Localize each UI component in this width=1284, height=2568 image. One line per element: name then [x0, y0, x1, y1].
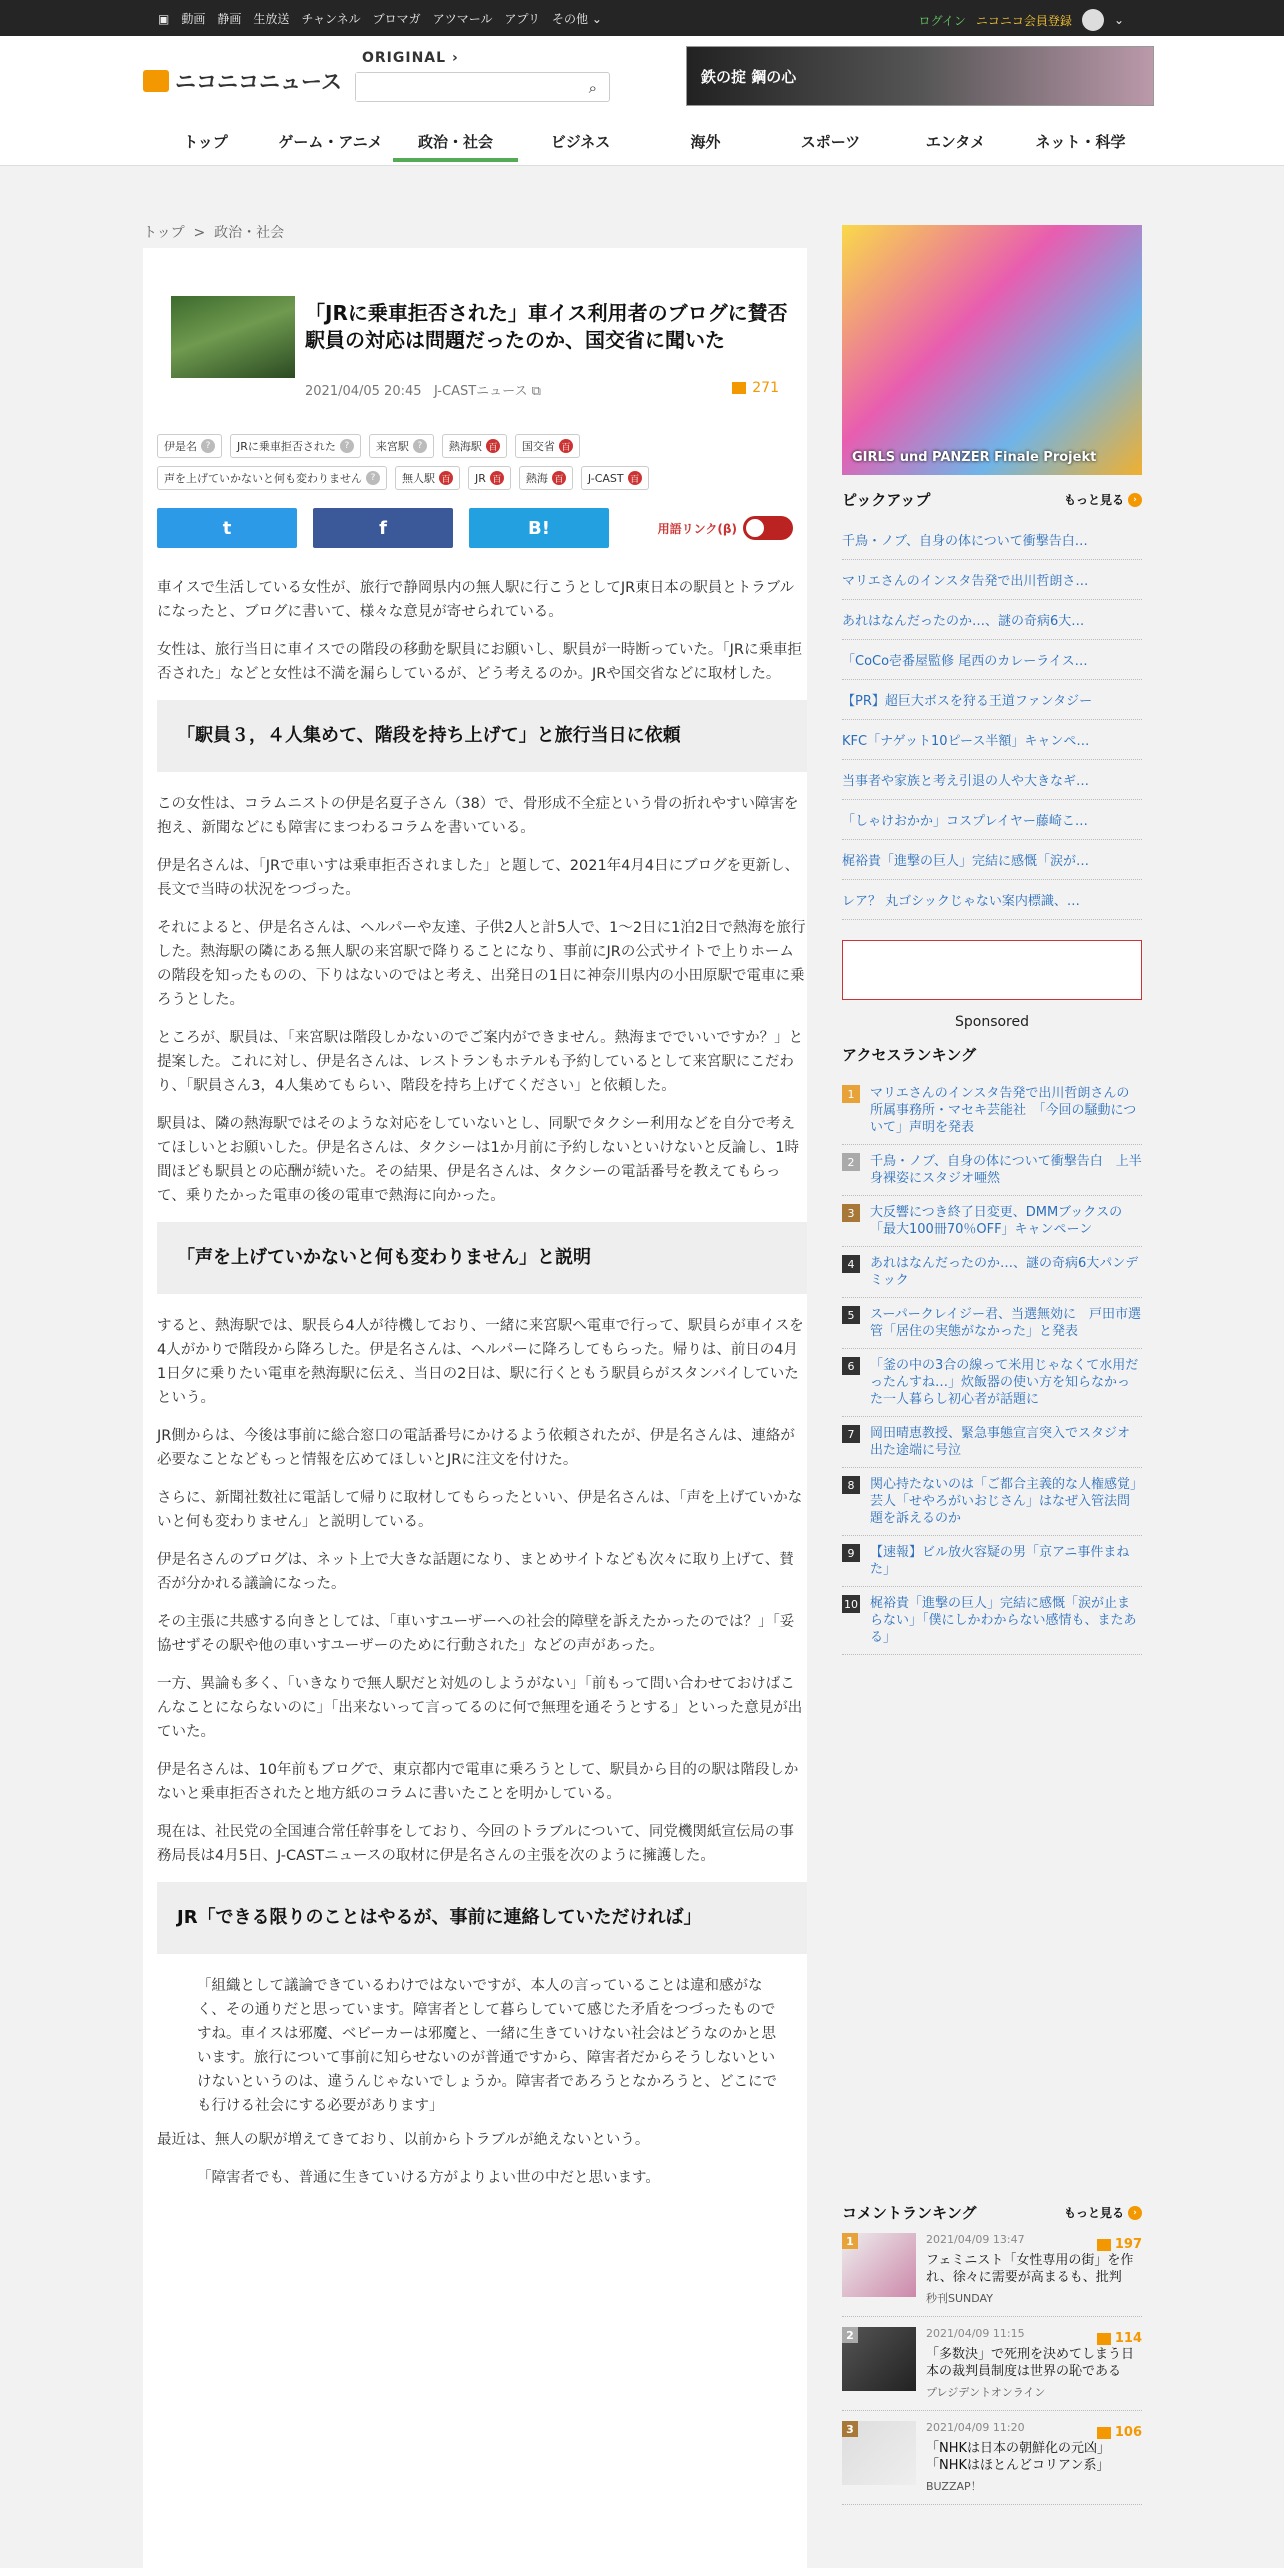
rank-number: 4: [842, 1255, 860, 1273]
list-item[interactable]: KFC「ナゲット10ピース半額」キャンペ…: [842, 720, 1142, 760]
chevron-down-icon: ⌄: [591, 12, 602, 26]
item-source: BUZZAP！: [926, 2480, 982, 2493]
access-ranking-title: アクセスランキング: [842, 1046, 977, 1064]
help-icon[interactable]: ?: [413, 439, 427, 453]
tag[interactable]: [395, 466, 460, 490]
register-link[interactable]: ニコニコ会員登録: [975, 13, 1072, 28]
paragraph: 伊是名さんは、「JRで車いすは乗車拒否されました」と題して、2021年4月4日にブログを更新し、長文で当時の状況をつづった。: [157, 858, 800, 898]
search-input[interactable]: [356, 73, 571, 101]
paragraph: 車イスで生活している女性が、旅行で静岡県内の無人駅に行こうとしてJR東日本の駅員とトラブルになったと、ブログに書いて、様々な意見が寄せられている。: [157, 580, 795, 620]
original-link[interactable]: ORIGINAL ›: [362, 50, 459, 66]
account-area: [919, 9, 1124, 31]
item-thumbnail: [842, 2421, 916, 2485]
tag-label: 熱海: [525, 472, 548, 485]
help-icon[interactable]: ?: [201, 439, 215, 453]
ranking-item[interactable]: [842, 1417, 1142, 1468]
comment-ranking-header: [842, 2202, 1142, 2223]
niconico-tv-icon[interactable]: ▣: [158, 11, 170, 26]
item-comment-count: [1097, 2331, 1142, 2346]
article: [143, 248, 807, 2568]
ranking-text: 関心持たないのは「ご都合主義的な人権感覚」 芸人「せやろがいおじさん」はなぜ入管法問題を訴えるのか: [870, 1477, 1150, 1526]
list-item[interactable]: あれはなんだったのか…、謎の奇病6大…: [842, 600, 1142, 640]
tag[interactable]: [468, 466, 511, 490]
article-source[interactable]: J-CASTニュース: [433, 384, 528, 399]
paragraph: 伊是名さんのブログは、ネット上で大きな話題になり、まとめサイトなども次々に取り上げて、賛否が分かれる議論になった。: [157, 1552, 794, 1592]
tag[interactable]: [581, 466, 649, 490]
tag-label: 無人駅: [402, 472, 435, 485]
article-date: 2021/04/05 20:45: [305, 384, 422, 399]
paragraph: すると、熱海駅では、駅長ら4人が待機しており、一緒に来宮駅へ電車で行って、駅員らが車イスを4人がかりで階段から降ろした。伊是名さんは、ヘルパーに降ろしてもらった。帰りは、前日の4月1日夕に乗りたい電車を熱海駅に伝え、当日の2日は、駅に行くともう駅員らがスタンバイしていたという。: [157, 1318, 804, 1406]
item-source: 秒刊SUNDAY: [926, 2292, 993, 2305]
encyclopedia-icon[interactable]: 百: [490, 471, 504, 485]
link-blomaga[interactable]: ブロマガ: [372, 12, 421, 26]
facebook-share-button[interactable]: [313, 508, 453, 548]
link-other-label: その他: [551, 12, 588, 26]
ranking-item[interactable]: [842, 1536, 1142, 1587]
encyclopedia-icon[interactable]: 百: [439, 471, 453, 485]
tag-list: [157, 434, 793, 490]
sidebar-ad-banner[interactable]: [842, 225, 1142, 475]
ranking-item[interactable]: [842, 1247, 1142, 1298]
list-item[interactable]: レア？ 丸ゴシックじゃない案内標識、…: [842, 880, 1142, 920]
item-title: フェミニスト「女性専用の街」を作れ、徐々に需要が高まるも、批判: [926, 2253, 1134, 2285]
paragraph: さらに、新聞社数社に電話して帰りに取材してもらったといい、伊是名さんは、「声を上げていかないと何も変わりません」と説明している。: [157, 1490, 803, 1530]
paragraph: それによると、伊是名さんは、ヘルパーや友達、子供2人と計5人で、1～2日に1泊2日で熱海を旅行した。熱海駅の隣にある無人駅の来宮駅で降りることになり、事前にJRの公式サイトで上りホームの階段を知ったものの、下りはないのではと考え、出発日の1日に神奈川県内の小田原駅で電車に乗ろうとした。: [157, 920, 806, 1008]
term-link-label: 用語リンク(β): [657, 521, 737, 536]
twitter-share-button[interactable]: [157, 508, 297, 548]
paragraph: 伊是名さんは、10年前もブログで、東京都内で電車に乗ろうとして、駅員から目的の駅は階段しかないと乗車拒否されたと地方紙のコラムに書いたことを明かしている。: [157, 1762, 799, 1802]
list-item[interactable]: 千鳥・ノブ、自身の体について衝撃告白…: [842, 520, 1142, 560]
access-ranking-list: [842, 1077, 1150, 1655]
search-icon[interactable]: ⌕: [588, 79, 597, 97]
chevron-down-icon[interactable]: ⌄: [1113, 13, 1124, 27]
ranking-text: 大反響につき終了日変更、DMMブックスの「最大100冊70％OFF」キャンペーン: [870, 1205, 1123, 1237]
term-link-toggle[interactable]: [743, 516, 793, 540]
rank-number: 7: [842, 1425, 860, 1443]
paragraph: 最近は、無人の駅が増えてきており、以前からトラブルが絶えないという。: [157, 2132, 650, 2148]
item-comment-count: [1097, 2237, 1142, 2252]
nav-top[interactable]: トップ: [183, 133, 228, 151]
link-seiga[interactable]: 静画: [217, 12, 242, 26]
tag-label: 声を上げていかないと何も変わりません: [164, 472, 362, 485]
facebook-icon: f: [379, 517, 387, 539]
link-atsumaru[interactable]: アツマール: [432, 12, 493, 26]
link-other[interactable]: [552, 10, 602, 27]
quote: 「障害者でも、普通に生きていける方がよりよい世の中だと思います。: [197, 2170, 660, 2186]
ranking-text: スーパークレイジー君、当選無効に 戸田市選管「居住の実態がなかった」と発表: [870, 1307, 1142, 1339]
quote: 「組織として議論できているわけではないですが、本人の言っていることは違和感がなく、その通りだと思っています。障害者として暮らしていて感じた矛盾をつづったものですね。車イスは邪魔、ベビーカーは邪魔と、一緒に生きていけない社会はどうなのかと思います。旅行について事前に知らせないのが普通ですから、障害者だからそうしないといけないというのは、違うんじゃないでしょうか。障害者であろうとなかろうと、どこにでも行ける社会にする必要があります」: [197, 1978, 777, 2114]
nav-politics[interactable]: 政治・社会: [393, 124, 518, 162]
avatar[interactable]: [1082, 9, 1104, 31]
sponsored-ad[interactable]: [842, 940, 1142, 1000]
paragraph: 駅員は、隣の熱海駅ではそのような対応をしていないとし、同駅でタクシー利用などを自分で考えてほしいとお願いした。伊是名さんは、タクシーは1か月前に予約しないといけないと反論し、1時間ほども駅員との応酬が続いた。その結果、伊是名さんは、タクシーの電話番号を教えてもらって、乗りたかった電車の後の電車で熱海に向かった。: [157, 1116, 799, 1204]
site-header: [0, 36, 1284, 166]
rank-number: 10: [842, 1595, 860, 1613]
encyclopedia-icon[interactable]: 百: [628, 471, 642, 485]
site-logo[interactable]: [143, 66, 342, 96]
comment-icon: [1097, 2239, 1111, 2251]
tag[interactable]: [515, 434, 580, 458]
paragraph: その主張に共感する向きとしては、「車いすユーザーへの社会的障壁を訴えたかったのでは？」「妥協せずその駅や他の車いすユーザーのために行動された」などの声があった。: [157, 1614, 795, 1654]
item-source: プレジデントオンライン: [926, 2386, 1046, 2399]
tag-label: JR: [475, 471, 486, 485]
nav-net-science[interactable]: ネット・科学: [1035, 133, 1126, 151]
ranking-text: 梶裕貴「進撃の巨人」完結に感慨「涙が止まらない」「僕にしかわからない感情も、またある」: [870, 1596, 1137, 1645]
ranking-item[interactable]: [842, 1077, 1142, 1145]
link-channel[interactable]: チャンネル: [301, 12, 361, 26]
tag-label: J-CAST: [587, 471, 624, 485]
paragraph: 女性は、旅行当日に車イスでの階段の移動を駅員にお願いし、駅員が一時断っていた。「JRに乗車拒否された」などと女性は不満を漏らしているが、どう考えるのか。JRや国交省などに取材した。: [157, 642, 802, 682]
tag-label: 熱海駅: [448, 440, 482, 453]
item-date: 2021/04/09 11:15: [926, 2327, 1025, 2340]
link-live[interactable]: 生放送: [253, 12, 290, 26]
header-banner-ad[interactable]: [686, 46, 1154, 106]
item-date: 2021/04/09 11:20: [926, 2421, 1025, 2434]
logo-text: ニコニコニュース: [175, 70, 342, 94]
access-ranking-header: [842, 1044, 1142, 1065]
more-label: もっと見る: [1063, 2206, 1124, 2220]
link-app[interactable]: アプリ: [504, 12, 540, 26]
rank-number: 2: [842, 2327, 858, 2343]
item-comment-count-value: 197: [1114, 2237, 1142, 2252]
paragraph: ところが、駅員は、「来宮駅は階段しかないのでご案内ができません。熱海まででいいですか？」と提案した。これに対し、伊是名さんは、レストランもホテルも予約しているとして来宮駅にこだわり、「駅員さん3，4人集めてもらい、階段を持ち上げてください」と依頼した。: [157, 1030, 804, 1094]
comment-ranking-title: コメントランキング: [842, 2204, 977, 2222]
external-link-icon: ⧉: [531, 384, 541, 399]
tag-label: 国交省: [521, 440, 555, 453]
item-thumbnail: [842, 2233, 916, 2297]
section-heading: 「駅員３，４人集めて、階段を持ち上げて」と旅行当日に依頼: [157, 700, 807, 772]
section-heading: JR「できる限りのことはやるが、事前に連絡していただければ」: [157, 1882, 807, 1954]
ranking-item[interactable]: [842, 1587, 1142, 1655]
pickup-list: [842, 520, 1142, 920]
rank-number: 5: [842, 1306, 860, 1324]
rank-number: 3: [842, 2421, 858, 2437]
search-box: [355, 72, 610, 102]
item-title: 「NHKは日本の朝鮮化の元凶」「NHKはほとんどコリアン系」: [926, 2441, 1111, 2473]
nav-entame[interactable]: エンタメ: [925, 133, 986, 151]
rank-number: 9: [842, 1544, 860, 1562]
ranking-item[interactable]: [842, 1196, 1142, 1247]
ranking-text: マリエさんのインスタ告発で出川哲朗さんの所属事務所・マセキ芸能社 「今回の騒動について」声明を発表: [870, 1086, 1137, 1135]
encyclopedia-icon[interactable]: 百: [559, 439, 573, 453]
list-item[interactable]: 「しゃけおかか」コスプレイヤー藤崎こ…: [842, 800, 1142, 840]
ranking-text: あれはなんだったのか…、謎の奇病6大パンデミック: [870, 1256, 1139, 1288]
tag[interactable]: [519, 466, 573, 490]
tag[interactable]: [157, 466, 387, 490]
nav-business[interactable]: ビジネス: [550, 133, 611, 151]
ranking-text: 千鳥・ノブ、自身の体について衝撃告白 上半身裸姿にスタジオ唖然: [870, 1154, 1142, 1186]
breadcrumb-current[interactable]: 政治・社会: [214, 225, 285, 241]
comment-icon: [1097, 2333, 1111, 2345]
comment-ranking: [842, 2202, 1142, 2505]
paragraph: JR側からは、今後は事前に総合窓口の電話番号にかけるよう依頼されたが、伊是名さんは、連絡が必要なことなどもっと情報を広めてほしいとJRに注文を付けた。: [157, 1428, 795, 1468]
tag-label: 来宮駅: [375, 440, 409, 453]
hatena-share-button[interactable]: [469, 508, 609, 548]
breadcrumb-separator: >: [193, 225, 206, 241]
comment-icon: [1097, 2427, 1111, 2439]
rank-number: 8: [842, 1476, 860, 1494]
ranking-item[interactable]: [842, 1468, 1150, 1536]
comment-count-value: 271: [752, 380, 779, 396]
nav-sports[interactable]: スポーツ: [800, 133, 861, 151]
top-bar: [0, 0, 1284, 36]
tag-label: 伊是名: [164, 440, 197, 453]
arrow-right-icon: ›: [1128, 2206, 1142, 2220]
rank-number: 3: [842, 1204, 860, 1222]
category-nav: [143, 124, 1143, 162]
twitter-icon: t: [222, 517, 232, 539]
login-link[interactable]: ログイン: [918, 13, 966, 28]
article-header: [157, 248, 808, 408]
share-buttons: [157, 508, 609, 548]
article-thumbnail: [171, 296, 295, 378]
more-link[interactable]: [1064, 2204, 1142, 2221]
hatena-icon: B!: [528, 517, 550, 539]
ranking-item[interactable]: [842, 1349, 1142, 1417]
list-item[interactable]: 梶裕貴「進撃の巨人」完結に感慨「涙が…: [842, 840, 1142, 880]
ranking-item[interactable]: [842, 1145, 1142, 1196]
ranking-text: 「釜の中の3合の線って米用じゃなくて水用だったんすね…」炊飯器の使い方を知らなかった一人暮らし初心者が話題に: [870, 1358, 1139, 1407]
section-heading: 「声を上げていかないと何も変わりません」と説明: [157, 1222, 807, 1294]
paragraph: 現在は、社民党の全国連合常任幹事をしており、今回のトラブルについて、同党機関紙宣伝局の事務局長は4月5日、J-CASTニュースの取材に伊是名さんの主張を次のように擁護した。: [157, 1824, 794, 1864]
rank-number: 1: [842, 1085, 860, 1103]
article-body: [157, 576, 807, 2200]
item-date: 2021/04/09 13:47: [926, 2233, 1025, 2246]
more-label: もっと見る: [1063, 493, 1124, 507]
service-links: [158, 10, 602, 27]
niconico-logo-icon: [143, 70, 169, 92]
help-icon[interactable]: ?: [366, 471, 380, 485]
encyclopedia-icon[interactable]: 百: [486, 439, 500, 453]
banner-text: 鉄の掟 鋼の心: [701, 67, 797, 86]
tag[interactable]: [230, 434, 361, 458]
arrow-right-icon: ›: [1128, 493, 1142, 507]
ranking-text: 【速報】ビル放火容疑の男「京アニ事件まねた」: [870, 1545, 1130, 1577]
list-item[interactable]: 「CoCo壱番屋監修 尾西のカレーライス…: [842, 640, 1142, 680]
original-label: ORIGINAL: [362, 50, 447, 66]
ad-caption: GIRLS und PANZER Finale Projekt: [852, 450, 1097, 465]
comment-icon: [732, 382, 746, 394]
encyclopedia-icon[interactable]: 百: [552, 471, 566, 485]
comment-ranking-item[interactable]: [842, 2411, 1142, 2505]
rank-number: 6: [842, 1357, 860, 1375]
paragraph: この女性は、コラムニストの伊是名夏子さん（38）で、骨形成不全症という骨の折れやすい障害を抱え、新聞などにも障害にまつわるコラムを書いている。: [157, 796, 799, 836]
item-title: 「多数決」で死刑を決めてしまう日本の裁判員制度は世界の恥である: [926, 2347, 1135, 2379]
ranking-item[interactable]: [842, 1298, 1142, 1349]
tag[interactable]: [442, 434, 507, 458]
rank-number: 1: [842, 2233, 858, 2249]
breadcrumb-home[interactable]: トップ: [143, 225, 185, 241]
rank-number: 2: [842, 1153, 860, 1171]
item-comment-count-value: 114: [1114, 2331, 1142, 2346]
list-item[interactable]: 当事者や家族と考え引退の人や大きなギ…: [842, 760, 1142, 800]
comment-ranking-item[interactable]: [842, 2317, 1142, 2411]
link-video[interactable]: 動画: [181, 12, 206, 26]
tag-label: JRに乗車拒否された: [237, 440, 336, 453]
item-thumbnail: [842, 2327, 916, 2391]
ranking-text: 岡田晴恵教授、緊急事態宣言突入でスタジオ出た途端に号泣: [870, 1426, 1131, 1458]
item-comment-count-value: 106: [1114, 2425, 1142, 2440]
comment-count[interactable]: [732, 380, 779, 396]
help-icon[interactable]: ?: [340, 439, 354, 453]
comment-ranking-item[interactable]: [842, 2223, 1142, 2317]
nav-game-anime[interactable]: ゲーム・アニメ: [278, 133, 383, 151]
tag[interactable]: [157, 434, 222, 458]
list-item[interactable]: マリエさんのインスタ告発で出川哲朗さ…: [842, 560, 1142, 600]
paragraph: 一方、異論も多く、「いきなりで無人駅だと対処のしようがない」「前もって問い合わせておけばこんなことにならないのに」「出来ないって言ってるのに何で無理を通そうとする」といった意見が出ていた。: [157, 1676, 803, 1740]
article-title: 「JRに乗車拒否された」車イス利用者のブログに賛否 駅員の対応は問題だったのか、国交省に聞いた: [305, 301, 808, 352]
list-item[interactable]: 【PR】超巨大ボスを狩る王道ファンタジー: [842, 680, 1142, 720]
sponsored-label: Sponsored: [954, 1014, 1030, 1030]
tag[interactable]: [369, 434, 434, 458]
more-link[interactable]: [1064, 491, 1142, 508]
item-comment-count: [1097, 2425, 1142, 2440]
sidebar: [842, 225, 1150, 1655]
term-link-toggle-area: [658, 516, 793, 540]
breadcrumb: [143, 222, 284, 242]
nav-overseas[interactable]: 海外: [690, 133, 721, 151]
pickup-header: [842, 489, 1142, 510]
pickup-title: ピックアップ: [842, 491, 931, 509]
article-meta: [305, 380, 541, 399]
